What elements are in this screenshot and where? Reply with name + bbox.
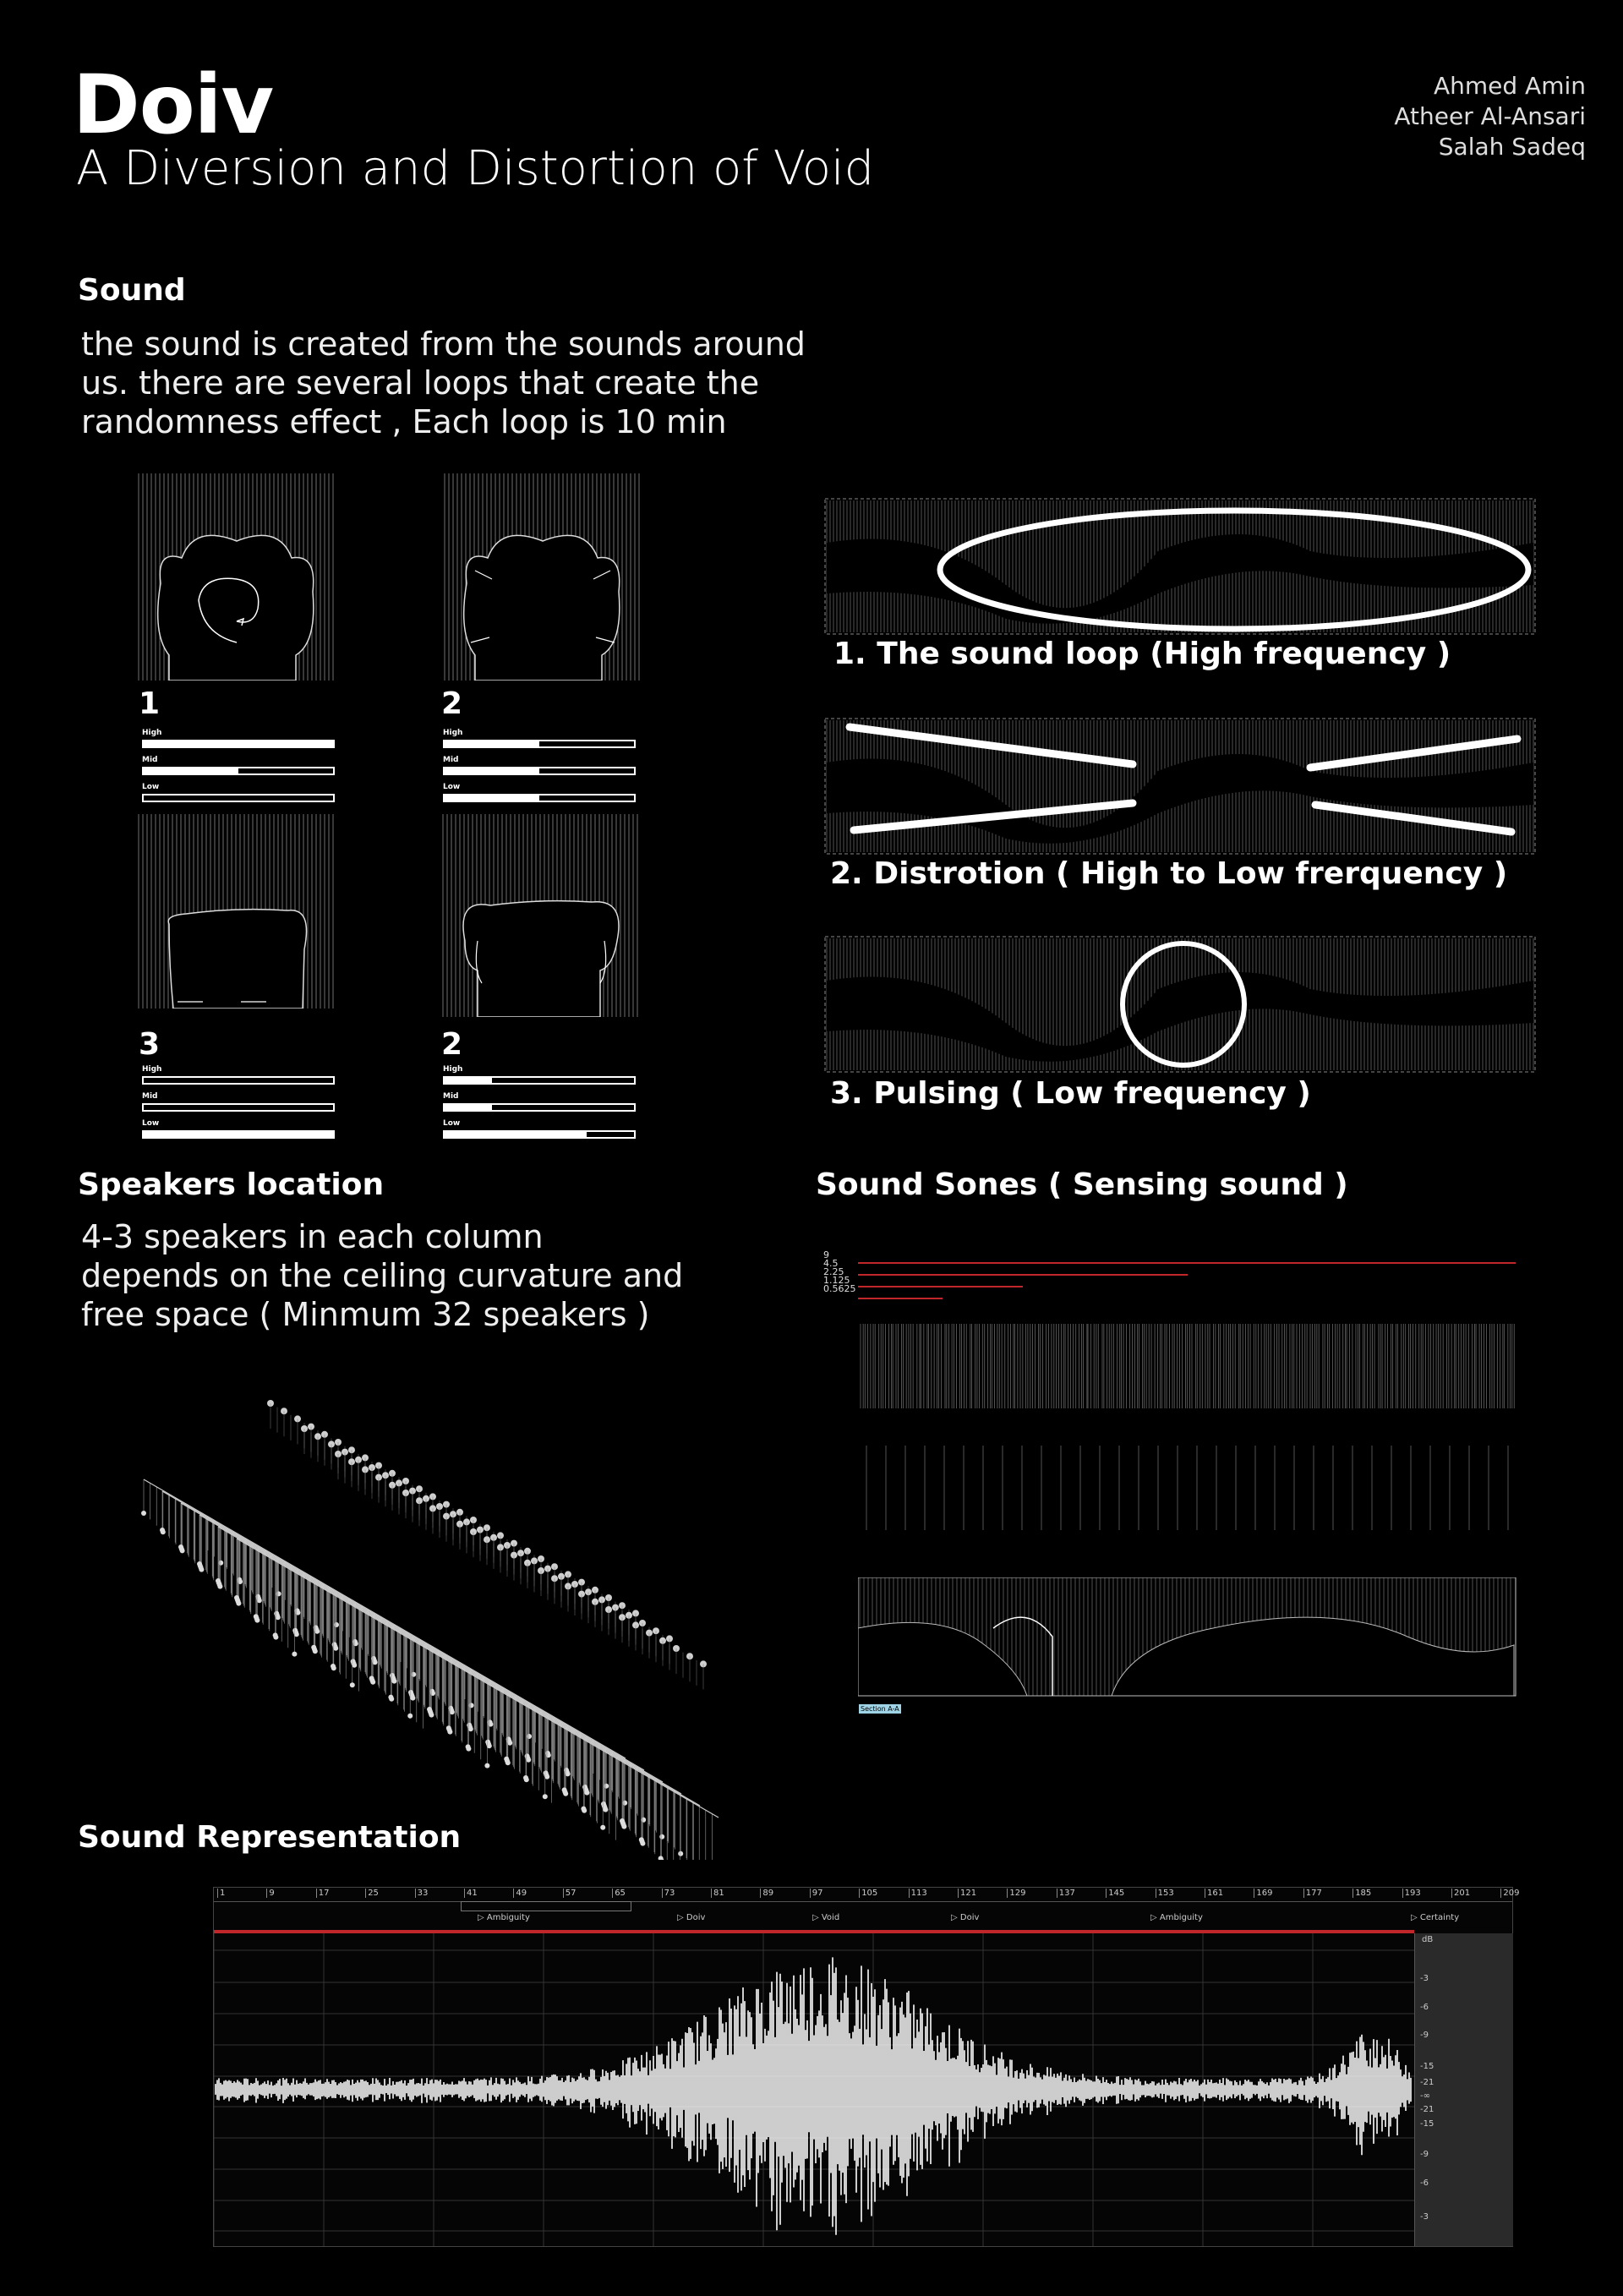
author-name: Ahmed Amin — [1433, 72, 1586, 100]
ruler-tick: 113 — [909, 1889, 927, 1898]
ruler-tick: 193 — [1402, 1889, 1421, 1898]
ruler-tick: 97 — [810, 1889, 823, 1898]
ruler-tick: 73 — [662, 1889, 675, 1898]
db-scale-label: -∞ — [1420, 2091, 1430, 2101]
sensing-heading: Sound Sones ( Sensing sound ) — [816, 1167, 1348, 1202]
db-scale-label: -21 — [1420, 2105, 1434, 2114]
speaker-marker-icon — [1254, 579, 1260, 591]
speaker-marker-icon — [1486, 975, 1492, 987]
scale-label: 0.5625 — [823, 1283, 856, 1294]
section-caption: 2. Distrotion ( High to Low frerquency ) — [830, 856, 1508, 891]
level-label: High — [142, 1065, 162, 1074]
level-bar — [142, 1076, 335, 1085]
level-label: Mid — [142, 1092, 158, 1101]
ruler-tick: 33 — [415, 1889, 429, 1898]
loop-number: 1 — [139, 686, 161, 721]
representation-heading: Sound Representation — [78, 1820, 462, 1855]
db-meter-panel — [1414, 1933, 1513, 2246]
level-bar — [443, 740, 636, 748]
db-scale-label: -9 — [1420, 2031, 1429, 2040]
db-scale-label: -6 — [1420, 2003, 1429, 2012]
db-scale-label: -3 — [1420, 2212, 1429, 2222]
ruler-tick: 145 — [1106, 1889, 1124, 1898]
ruler-tick: 177 — [1303, 1889, 1322, 1898]
level-label: High — [443, 729, 463, 737]
level-bar — [443, 767, 636, 775]
locator-marker[interactable]: ▷ Certainty — [1411, 1913, 1460, 1922]
section-caption: 1. The sound loop (High frequency ) — [833, 637, 1451, 671]
ruler-tick: 153 — [1156, 1889, 1174, 1898]
level-bar — [443, 794, 636, 802]
level-bar-fill — [144, 768, 238, 774]
level-bar-fill — [445, 795, 539, 801]
scale-label: 1.125 — [823, 1275, 850, 1286]
ruler-tick: 41 — [464, 1889, 478, 1898]
level-bar-fill — [445, 768, 539, 774]
speakers-axonometric — [118, 1386, 778, 1860]
text-line: us. there are several loops that create the — [81, 364, 760, 402]
ruler-tick: 65 — [612, 1889, 626, 1898]
ruler-tick: 129 — [1007, 1889, 1025, 1898]
ruler-tick: 169 — [1254, 1889, 1272, 1898]
locator-marker[interactable]: ▷ Ambiguity — [478, 1913, 530, 1922]
sensing-plan-sparse — [858, 1446, 1517, 1530]
level-label: Mid — [443, 1092, 459, 1101]
level-bar-fill — [445, 741, 539, 746]
ruler-tick: 17 — [316, 1889, 330, 1898]
locator-marker[interactable]: ▷ Ambiguity — [1150, 1913, 1203, 1922]
sound-description — [81, 325, 806, 441]
level-bar — [443, 1130, 636, 1139]
loop-brace[interactable] — [461, 1901, 631, 1911]
level-bar-fill — [445, 1105, 492, 1110]
level-bar-fill — [445, 1078, 492, 1083]
db-scale-label: -6 — [1420, 2178, 1429, 2188]
scale-label: 2.25 — [823, 1266, 844, 1277]
ruler-tick: 57 — [563, 1889, 577, 1898]
speakers-heading: Speakers location — [78, 1167, 385, 1202]
locator-track[interactable] — [214, 1911, 1512, 1930]
locator-marker[interactable]: ▷ Doiv — [951, 1913, 980, 1922]
speaker-marker-icon — [1030, 996, 1036, 1008]
scale-label: 9 — [823, 1249, 829, 1260]
sensing-section — [858, 1577, 1517, 1703]
db-scale-label: -15 — [1420, 2062, 1434, 2071]
sensing-plan-dense — [858, 1324, 1517, 1408]
loop-number: 2 — [441, 686, 463, 721]
locator-marker[interactable]: ▷ Void — [812, 1913, 840, 1922]
level-label: Mid — [142, 756, 158, 764]
loop-diagram-1 — [135, 473, 338, 681]
db-scale-label: -15 — [1420, 2119, 1434, 2129]
page-subtitle: A Diversion and Distortion of Void — [76, 141, 875, 196]
db-scale-label: -21 — [1420, 2078, 1434, 2087]
text-line: randomness effect , Each loop is 10 min — [81, 403, 727, 440]
section-tag: Section A-A — [861, 1705, 899, 1713]
sensing-scale — [823, 1251, 856, 1293]
loop-number: 3 — [139, 1027, 161, 1062]
level-label: High — [443, 1065, 463, 1074]
audio-waveform[interactable] — [214, 1933, 1414, 2246]
ruler-tick: 89 — [760, 1889, 773, 1898]
timeline-ruler[interactable] — [214, 1888, 1520, 1902]
text-line: 4-3 speakers in each column — [81, 1218, 544, 1255]
speaker-marker-icon — [1046, 786, 1052, 798]
text-line: the sound is created from the sounds around — [81, 325, 806, 363]
page-title: Doiv — [73, 57, 274, 152]
author-list — [1394, 71, 1586, 162]
locator-marker[interactable]: ▷ Doiv — [677, 1913, 706, 1922]
author-name: Salah Sadeq — [1438, 133, 1586, 161]
sensing-scale-lines — [858, 1253, 1517, 1304]
text-line: depends on the ceiling curvature and — [81, 1257, 684, 1294]
loop-number: 2 — [441, 1027, 463, 1062]
ruler-tick: 161 — [1205, 1889, 1223, 1898]
level-bar-fill — [144, 741, 333, 746]
loop-diagram-3 — [135, 814, 338, 1009]
level-bar — [142, 1103, 335, 1112]
section-strip-high — [803, 492, 1538, 637]
speaker-marker-icon — [1030, 541, 1036, 553]
ruler-tick: 9 — [266, 1889, 274, 1898]
level-bar — [443, 1103, 636, 1112]
db-scale-label: -3 — [1420, 1974, 1429, 1983]
level-label: Low — [142, 1119, 160, 1128]
ruler-tick: 105 — [859, 1889, 877, 1898]
level-label: Low — [142, 783, 160, 791]
ruler-tick: 209 — [1500, 1889, 1519, 1898]
loop-diagram-2 — [441, 473, 644, 681]
section-caption: 3. Pulsing ( Low frequency ) — [830, 1076, 1311, 1111]
level-label: Low — [443, 783, 461, 791]
ruler-tick: 49 — [513, 1889, 527, 1898]
level-bar — [142, 1130, 335, 1139]
speakers-description — [81, 1217, 683, 1334]
author-name: Atheer Al-Ansari — [1394, 102, 1586, 130]
level-bar-fill — [144, 1132, 333, 1137]
speaker-marker-icon — [1300, 803, 1306, 815]
scale-label: 4.5 — [823, 1258, 839, 1269]
level-bar-fill — [445, 1132, 587, 1137]
ruler-tick: 81 — [711, 1889, 724, 1898]
daw-arrangement-view[interactable] — [213, 1887, 1520, 2247]
text-line: free space ( Minmum 32 speakers ) — [81, 1296, 650, 1333]
ruler-tick: 1 — [217, 1889, 225, 1898]
db-unit: dB — [1422, 1935, 1434, 1944]
ruler-tick: 121 — [958, 1889, 976, 1898]
ruler-tick: 25 — [365, 1889, 379, 1898]
db-scale-label: -9 — [1420, 2150, 1429, 2159]
ruler-tick: 185 — [1352, 1889, 1371, 1898]
ruler-tick: 137 — [1057, 1889, 1075, 1898]
level-label: Low — [443, 1119, 461, 1128]
level-bar — [142, 740, 335, 748]
level-label: High — [142, 729, 162, 737]
level-label: Mid — [443, 756, 459, 764]
section-strip-pulsing — [803, 930, 1538, 1075]
level-bar — [443, 1076, 636, 1085]
section-strip-distortion — [803, 712, 1538, 857]
level-bar — [142, 767, 335, 775]
sound-heading: Sound — [78, 273, 186, 308]
ruler-tick: 201 — [1451, 1889, 1470, 1898]
level-bar — [142, 794, 335, 802]
loop-diagram-4 — [440, 814, 642, 1017]
